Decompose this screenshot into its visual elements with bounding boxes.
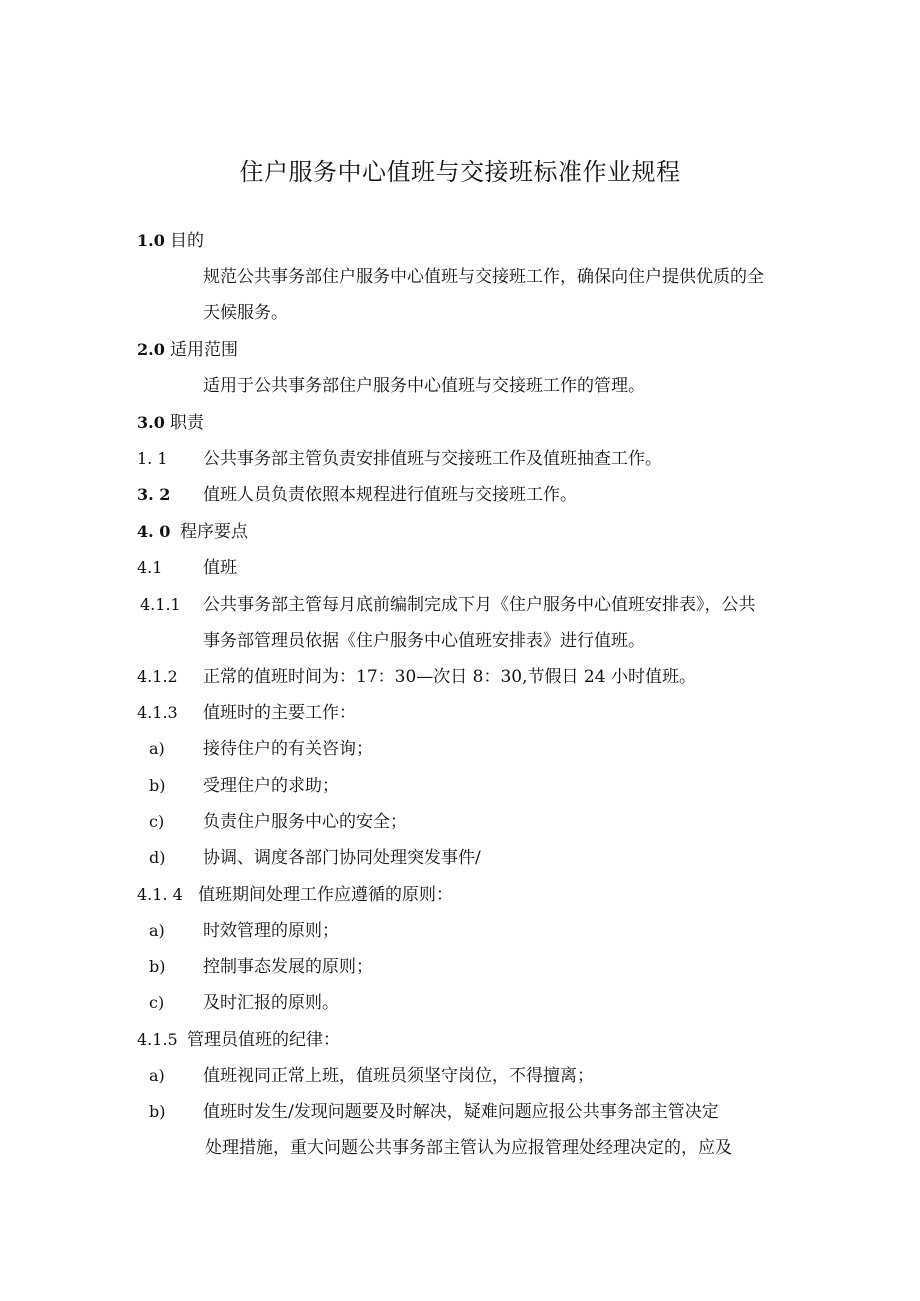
list-item-label: a) xyxy=(149,921,165,940)
list-item-text: 协调、调度各部门协同处理突发事件/ xyxy=(203,848,481,868)
subsection-4-1-title: 值班 xyxy=(203,558,237,578)
list-item-label: b) xyxy=(149,1102,166,1121)
item-4-1-2-number: 4.1.2 xyxy=(137,667,178,686)
section-heading-procedure: 程序要点 xyxy=(180,522,248,542)
list-item-label: b) xyxy=(149,776,166,795)
duty-item-1-text: 公共事务部主管负责安排值班与交接班工作及值班抽查工作。 xyxy=(203,449,662,469)
duty-item-1-number: 1. 1 xyxy=(137,449,168,468)
list-item-text-line1: 值班时发生/发现问题要及时解决，疑难问题应报公共事务部主管决定 xyxy=(203,1102,719,1122)
list-item-label: d) xyxy=(149,848,166,867)
item-4-1-1-number: 4.1.1 xyxy=(140,595,181,614)
section-number-3: 3.0 xyxy=(137,413,165,432)
subsection-4-1-number: 4.1 xyxy=(137,558,163,577)
list-item-text: 时效管理的原则； xyxy=(203,921,339,941)
list-item-label: a) xyxy=(149,1066,165,1085)
list-item-text-line2: 处理措施，重大问题公共事务部主管认为应报管理处经理决定的，应及 xyxy=(205,1138,732,1158)
item-4-1-2-text: 正常的值班时间为：17：30—次日 8：30,节假日 24 小时值班。 xyxy=(203,667,696,687)
list-item-label: c) xyxy=(149,993,165,1012)
list-item-text: 受理住户的求助； xyxy=(203,776,339,796)
list-item-label: b) xyxy=(149,957,166,976)
list-item-text: 负责住户服务中心的安全； xyxy=(203,812,407,832)
purpose-body-line1: 规范公共事务部住户服务中心值班与交接班工作，确保向住户提供优质的全 xyxy=(203,267,764,287)
item-4-1-5-text: 管理员值班的纪律： xyxy=(187,1030,340,1050)
item-4-1-4-text: 值班期间处理工作应遵循的原则： xyxy=(198,885,453,905)
item-4-1-3-number: 4.1.3 xyxy=(137,703,178,722)
list-item-text: 控制事态发展的原则； xyxy=(203,957,373,977)
section-heading-scope: 适用范围 xyxy=(170,340,238,360)
scope-body: 适用于公共事务部住户服务中心值班与交接班工作的管理。 xyxy=(203,376,645,396)
item-4-1-3-text: 值班时的主要工作： xyxy=(203,703,356,723)
list-item-text: 接待住户的有关咨询； xyxy=(203,739,373,759)
section-number-1: 1.0 xyxy=(137,231,165,250)
section-number-2: 2.0 xyxy=(137,340,165,359)
duty-item-2-text: 值班人员负责依照本规程进行值班与交接班工作。 xyxy=(203,485,577,505)
duty-item-2-number: 3. 2 xyxy=(137,485,171,504)
section-heading-purpose: 目的 xyxy=(170,231,204,251)
list-item-label: c) xyxy=(149,812,165,831)
list-item-label: a) xyxy=(149,739,165,758)
item-4-1-4-number: 4.1. 4 xyxy=(137,885,183,904)
item-4-1-1-line2: 事务部管理员依据《住户服务中心值班安排表》进行值班。 xyxy=(203,631,645,651)
item-4-1-1-line1: 公共事务部主管每月底前编制完成下月《住户服务中心值班安排表》，公共 xyxy=(203,595,756,615)
item-4-1-5-number: 4.1.5 xyxy=(137,1030,178,1049)
purpose-body-line2: 天候服务。 xyxy=(203,303,288,323)
section-number-4: 4. 0 xyxy=(137,522,171,541)
list-item-text: 值班视同正常上班，值班员须坚守岗位，不得擅离； xyxy=(203,1066,594,1086)
section-heading-duties: 职责 xyxy=(170,413,204,433)
document-title: 住户服务中心值班与交接班标准作业规程 xyxy=(239,158,681,186)
list-item-text: 及时汇报的原则。 xyxy=(203,993,339,1013)
